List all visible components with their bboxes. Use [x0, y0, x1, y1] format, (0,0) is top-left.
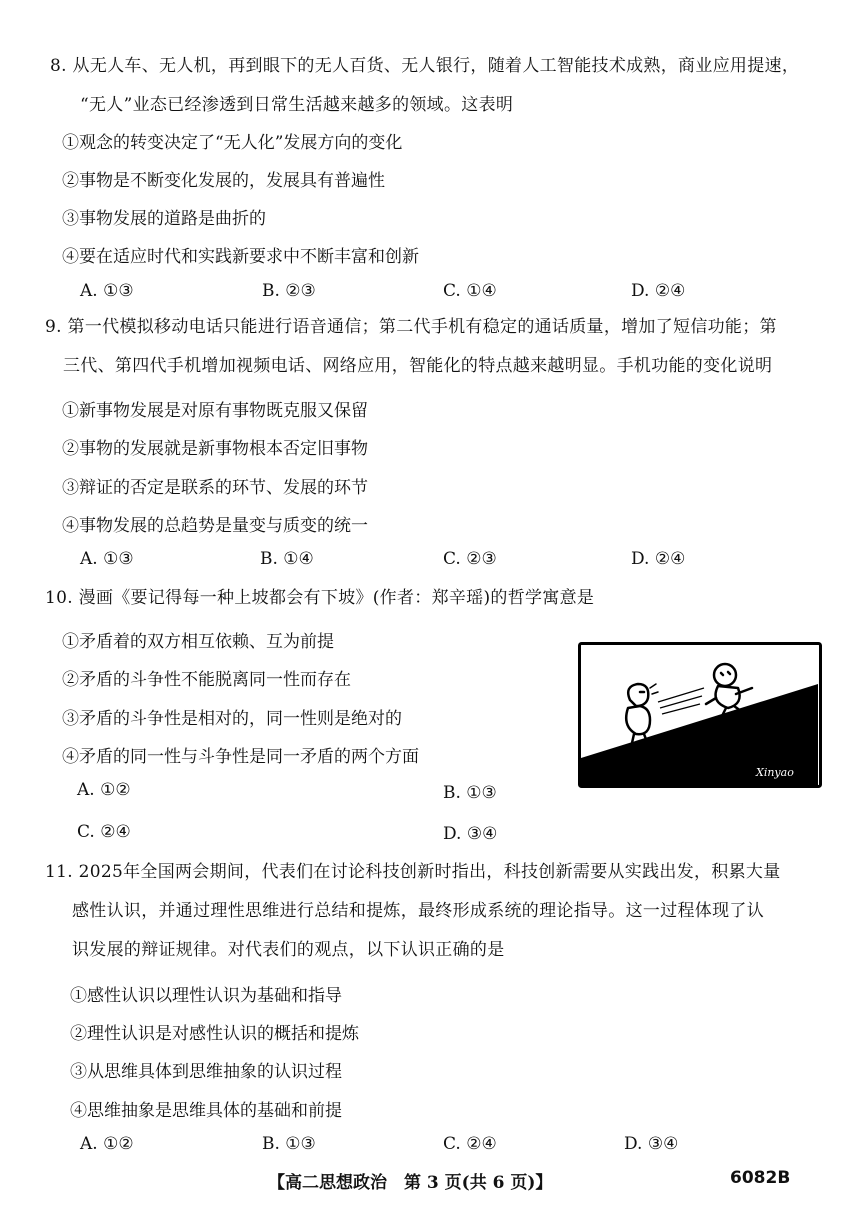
question-9-option-4: ④事物发展的总趋势是量变与质变的统一	[62, 516, 368, 536]
question-11-choice-d: D. ③④	[624, 1134, 679, 1154]
question-text-line: 11. 2025年全国两会期间，代表们在讨论科技创新时指出，科技创新需要从实践出发，积累大量	[45, 862, 781, 882]
question-9-choice-a: A. ①③	[80, 549, 134, 569]
question-text-line: 三代、第四代手机增加视频电话、网络应用，智能化的特点越来越明显。手机功能的变化说明	[63, 356, 773, 376]
question-9-choice-b: B. ①④	[260, 549, 314, 569]
question-9-option-1: ①新事物发展是对原有事物既克服又保留	[62, 401, 368, 421]
question-11-option-1: ①感性认识以理性认识为基础和指导	[70, 986, 342, 1006]
question-8-option-3: ③事物发展的道路是曲折的	[62, 209, 266, 229]
question-8-choice-d: D. ②④	[631, 281, 686, 301]
question-11-option-3: ③从思维具体到思维抽象的认识过程	[70, 1062, 342, 1082]
paper-code: 6082B	[730, 1168, 791, 1188]
question-text-line: “无人”业态已经渗透到日常生活越来越多的领域。这表明	[80, 95, 514, 115]
question-text-line: 识发展的辩证规律。对代表们的观点，以下认识正确的是	[72, 940, 505, 960]
question-9-option-2: ②事物的发展就是新事物根本否定旧事物	[62, 439, 368, 459]
question-text-line: 9. 第一代模拟移动电话只能进行语音通信；第二代手机有稳定的通话质量，增加了短信功能；第	[45, 317, 777, 337]
cartoon-signature: Xinyao	[756, 766, 794, 779]
question-8-option-2: ②事物是不断变化发展的，发展具有普遍性	[62, 171, 385, 191]
question-8-choice-c: C. ①④	[443, 281, 497, 301]
question-10-choice-d: D. ③④	[443, 824, 498, 844]
question-8-choice-a: A. ①③	[80, 281, 134, 301]
cartoon-image	[578, 642, 822, 788]
question-10-option-2: ②矛盾的斗争性不能脱离同一性而存在	[62, 670, 351, 690]
question-9-option-3: ③辩证的否定是联系的环节、发展的环节	[62, 478, 368, 498]
question-text-line: 10. 漫画《要记得每一种上坡都会有下坡》(作者：郑辛瑶)的哲学寓意是	[45, 588, 595, 608]
question-8-option-1: ①观念的转变决定了“无人化”发展方向的变化	[62, 133, 403, 153]
question-8-option-4: ④要在适应时代和实践新要求中不断丰富和创新	[62, 247, 419, 267]
question-11-option-2: ②理性认识是对感性认识的概括和提炼	[70, 1024, 359, 1044]
question-10-choice-c: C. ②④	[77, 822, 131, 842]
question-11-choice-c: C. ②④	[443, 1134, 497, 1154]
question-10-choice-b: B. ①③	[443, 783, 497, 803]
question-11-choice-a: A. ①②	[80, 1134, 134, 1154]
question-9-choice-d: D. ②④	[631, 549, 686, 569]
question-10-option-4: ④矛盾的同一性与斗争性是同一矛盾的两个方面	[62, 747, 419, 767]
question-text-line: 感性认识，并通过理性思维进行总结和提炼，最终形成系统的理论指导。这一过程体现了认	[72, 901, 764, 921]
page-footer-label: 【高二思想政治 第 3 页(共 6 页)】	[268, 1173, 553, 1193]
question-11-option-4: ④思维抽象是思维具体的基础和前提	[70, 1101, 342, 1121]
question-11-choice-b: B. ①③	[262, 1134, 316, 1154]
question-10-option-1: ①矛盾着的双方相互依赖、互为前提	[62, 632, 334, 652]
question-8-stem	[50, 47, 799, 125]
question-9-stem	[45, 308, 777, 386]
question-9-choice-c: C. ②③	[443, 549, 497, 569]
question-10-choice-a: A. ①②	[77, 780, 131, 800]
question-8-choice-b: B. ②③	[262, 281, 316, 301]
question-text-line: 8. 从无人车、无人机，再到眼下的无人百货、无人银行，随着人工智能技术成熟，商业应用提速，	[50, 56, 800, 76]
question-11-stem	[45, 853, 781, 970]
question-10-stem	[45, 579, 594, 618]
question-10-option-3: ③矛盾的斗争性是相对的，同一性则是绝对的	[62, 709, 402, 729]
